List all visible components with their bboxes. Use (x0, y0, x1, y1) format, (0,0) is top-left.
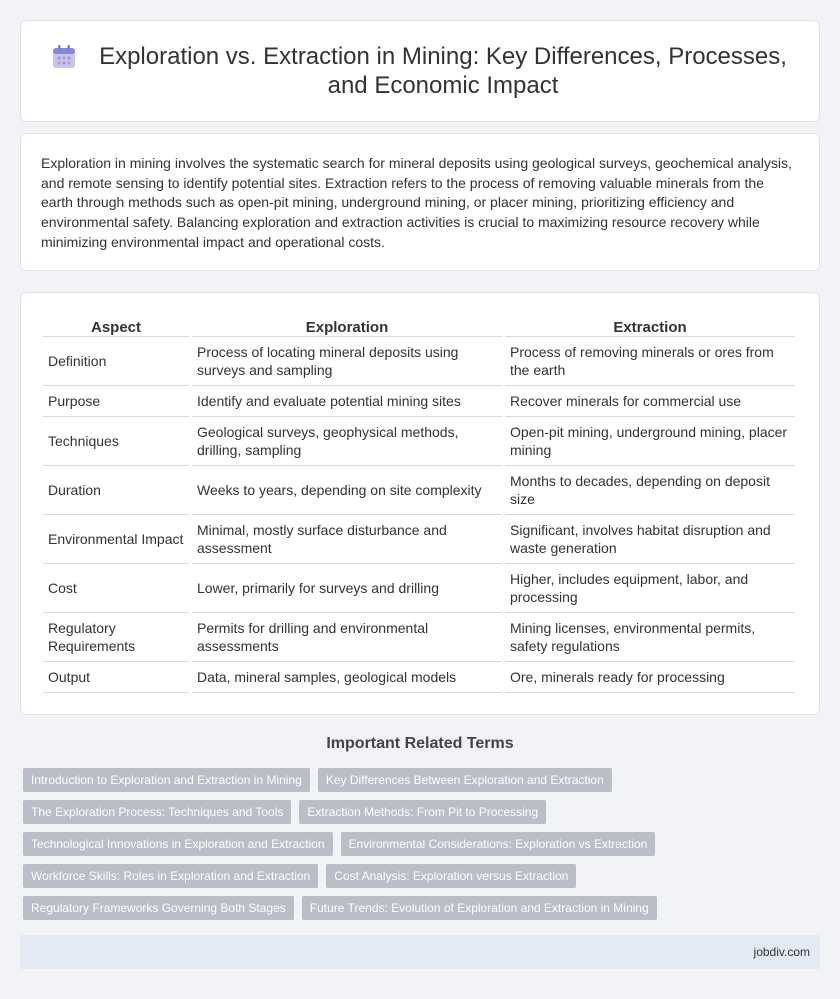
row-exploration: Lower, primarily for surveys and drilling (192, 564, 502, 613)
related-term-link[interactable]: Future Trends: Evolution of Exploration and Extraction in Mining (302, 896, 657, 920)
related-term-link[interactable]: Key Differences Between Exploration and Extraction (318, 768, 612, 792)
comparison-table (40, 315, 798, 693)
page-title: Exploration vs. Extraction in Mining: Key Differences, Processes, and Economic Impact (99, 43, 787, 99)
related-term-link[interactable]: Regulatory Frameworks Governing Both Stages (23, 896, 294, 920)
related-term-link[interactable]: Workforce Skills: Roles in Exploration and Extraction (23, 864, 318, 888)
row-extraction: Open-pit mining, underground mining, placer mining (505, 417, 795, 466)
row-aspect: Duration (43, 466, 189, 515)
row-extraction: Higher, includes equipment, labor, and processing (505, 564, 795, 613)
row-exploration: Data, mineral samples, geological models (192, 662, 502, 693)
row-extraction: Mining licenses, environmental permits, safety regulations (505, 613, 795, 662)
table-row (43, 564, 795, 613)
row-extraction: Recover minerals for commercial use (505, 386, 795, 417)
row-exploration: Process of locating mineral deposits using surveys and sampling (192, 337, 502, 386)
table-row (43, 515, 795, 564)
row-extraction: Ore, minerals ready for processing (505, 662, 795, 693)
row-extraction: Process of removing minerals or ores from the earth (505, 337, 795, 386)
header-extraction: Extraction (505, 315, 795, 337)
row-aspect: Cost (43, 564, 189, 613)
row-aspect: Environmental Impact (43, 515, 189, 564)
footer (20, 935, 820, 969)
related-term-link[interactable]: Environmental Considerations: Exploration vs Extraction (341, 832, 656, 856)
row-aspect: Techniques (43, 417, 189, 466)
table-row (43, 613, 795, 662)
table-row (43, 466, 795, 515)
calendar-icon (51, 44, 77, 70)
row-extraction: Significant, involves habitat disruption and waste generation (505, 515, 795, 564)
title-card (20, 20, 820, 122)
intro-card (20, 133, 820, 271)
header-aspect: Aspect (43, 315, 189, 337)
related-term-link[interactable]: Cost Analysis: Exploration versus Extraction (326, 864, 576, 888)
row-exploration: Identify and evaluate potential mining sites (192, 386, 502, 417)
row-extraction: Months to decades, depending on deposit size (505, 466, 795, 515)
row-exploration: Permits for drilling and environmental assessments (192, 613, 502, 662)
table-row (43, 386, 795, 417)
footer-site-link[interactable]: jobdiv.com (753, 945, 810, 959)
table-row (43, 662, 795, 693)
related-term-link[interactable]: Extraction Methods: From Pit to Processing (299, 800, 546, 824)
table-row (43, 417, 795, 466)
row-aspect: Output (43, 662, 189, 693)
row-exploration: Weeks to years, depending on site complexity (192, 466, 502, 515)
row-exploration: Minimal, mostly surface disturbance and assessment (192, 515, 502, 564)
intro-paragraph: Exploration in mining involves the systematic search for mineral deposits using geological surveys, geochemical analysis, and remote sensing to identify potential sites. Extraction refers to the process of removing valuable minerals from the earth through methods such as open-pit mining, underground mining, or placer mining, prioritizing efficiency and environmental safety. Balancing exploration and extraction activities is crucial to maximizing resource recovery while minimizing environmental impact and operational costs. (41, 155, 792, 250)
header-exploration: Exploration (192, 315, 502, 337)
related-term-link[interactable]: The Exploration Process: Techniques and Tools (23, 800, 291, 824)
table-row (43, 337, 795, 386)
row-aspect: Regulatory Requirements (43, 613, 189, 662)
related-terms-list (23, 768, 823, 920)
related-terms-heading: Important Related Terms (326, 735, 514, 752)
row-aspect: Purpose (43, 386, 189, 417)
row-aspect: Definition (43, 337, 189, 386)
related-term-link[interactable]: Introduction to Exploration and Extraction in Mining (23, 768, 310, 792)
row-exploration: Geological surveys, geophysical methods, drilling, sampling (192, 417, 502, 466)
related-term-link[interactable]: Technological Innovations in Exploration and Extraction (23, 832, 333, 856)
table-header-row (43, 315, 795, 337)
comparison-card (20, 292, 820, 715)
